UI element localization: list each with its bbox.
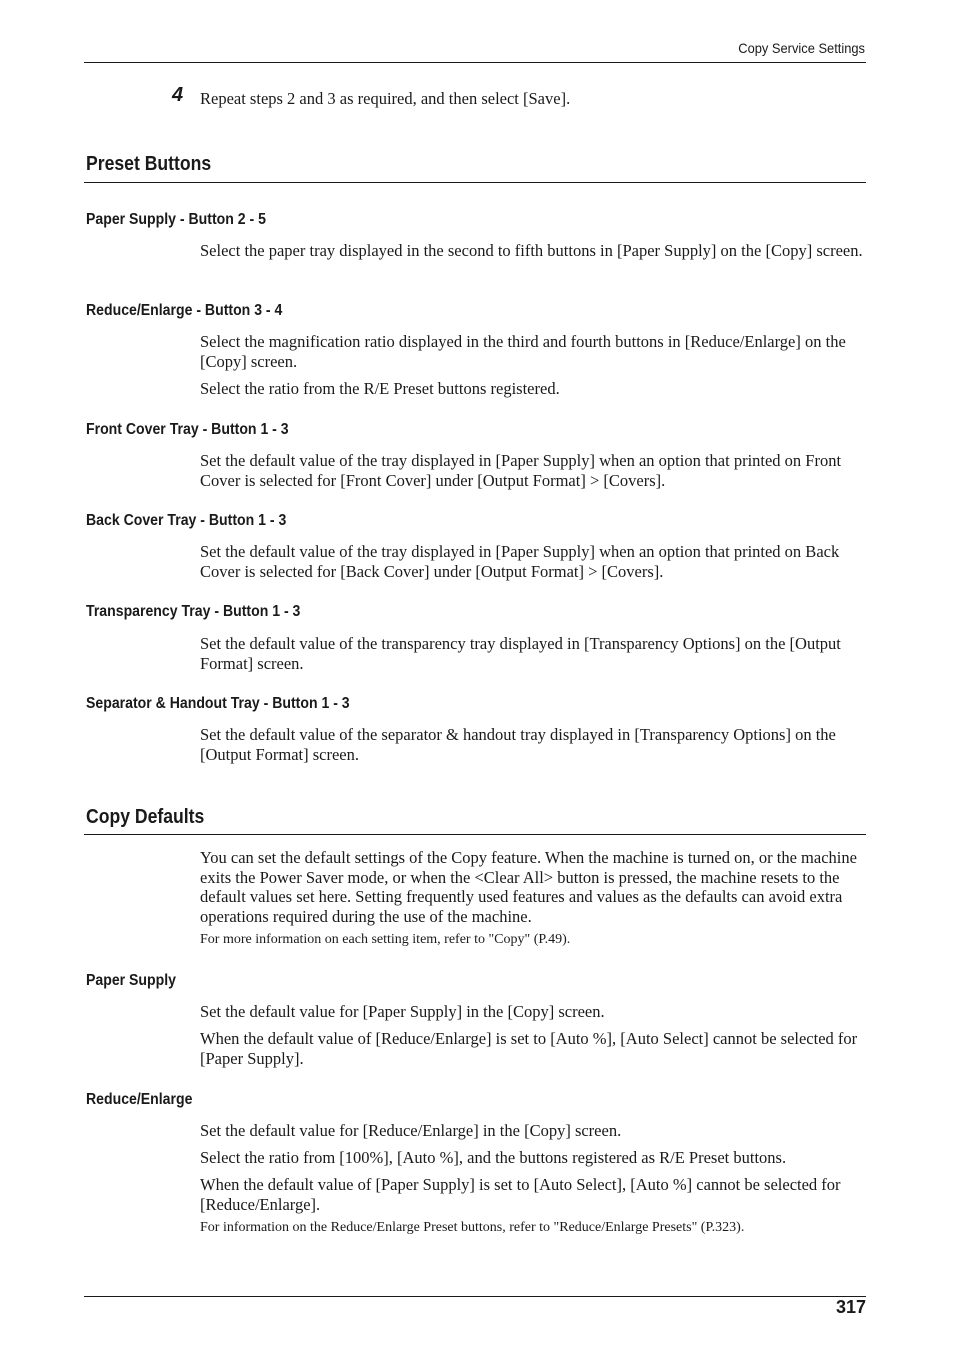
subsection-title: Back Cover Tray - Button 1 - 3: [86, 512, 287, 529]
section-rule: [84, 182, 866, 183]
header-rule: [84, 62, 866, 63]
subsection-title: Front Cover Tray - Button 1 - 3: [86, 421, 289, 438]
paragraph: Select the ratio from [100%], [Auto %], and the buttons registered as R/E Preset buttons.: [200, 1148, 787, 1167]
paragraph: Set the default value of the transparency tray displayed in [Transparency Options] on the [Output Format] screen.: [200, 634, 841, 673]
subsection-title: Reduce/Enlarge - Button 3 - 4: [86, 302, 283, 319]
subsection-title: Separator & Handout Tray - Button 1 - 3: [86, 695, 350, 712]
paragraph: Select the magnification ratio displayed in the third and fourth buttons in [Reduce/Enlarge] on the [Copy] screen.: [200, 332, 846, 371]
section-title-preset-buttons: Preset Buttons: [86, 153, 212, 175]
reference-note: For information on the Reduce/Enlarge Preset buttons, refer to "Reduce/Enlarge Presets" (P.323).: [200, 1220, 745, 1235]
subsection-title: Paper Supply - Button 2 - 5: [86, 211, 266, 228]
subsection-title: Transparency Tray - Button 1 - 3: [86, 603, 301, 620]
paragraph: Select the ratio from the R/E Preset buttons registered.: [200, 379, 560, 398]
subsection-title: Paper Supply: [86, 972, 176, 989]
subsection-title: Reduce/Enlarge: [86, 1091, 193, 1108]
section-title-copy-defaults: Copy Defaults: [86, 806, 205, 828]
paragraph: Set the default value of the separator & handout tray displayed in [Transparency Options] on the [Output Format] screen.: [200, 725, 836, 764]
paragraph: When the default value of [Paper Supply] is set to [Auto Select], [Auto %] cannot be selected for [Reduce/Enlarge].: [200, 1175, 841, 1214]
paragraph: Set the default value of the tray displayed in [Paper Supply] when an option that printed on Back Cover is selected for [Back Cover] under [Output Format] > [Covers].: [200, 542, 840, 581]
paragraph: When the default value of [Reduce/Enlarge] is set to [Auto %], [Auto Select] cannot be selected for [Paper Supply].: [200, 1029, 858, 1068]
paragraph: You can set the default settings of the Copy feature. When the machine is turned on, or the machine exits the Power Saver mode, or when the <Clear All> button is pressed, the machine resets to the default values set here. Setting frequently used features and values as the defaults can avoid extra operations required during the use of the machine.: [200, 848, 857, 926]
running-header: Copy Service Settings: [738, 40, 865, 56]
reference-note: For more information on each setting item, refer to "Copy" (P.49).: [200, 932, 571, 947]
paragraph: Set the default value for [Paper Supply] in the [Copy] screen.: [200, 1002, 605, 1021]
paragraph: Set the default value for [Reduce/Enlarge] in the [Copy] screen.: [200, 1121, 622, 1140]
paragraph: Set the default value of the tray displayed in [Paper Supply] when an option that printed on Front Cover is selected for [Front Cover] under [Output Format] > [Covers].: [200, 451, 842, 490]
paragraph: Select the paper tray displayed in the second to fifth buttons in [Paper Supply] on the [Copy] screen.: [200, 241, 863, 260]
footer-rule: [84, 1296, 866, 1297]
section-rule: [84, 834, 866, 835]
step-text: Repeat steps 2 and 3 as required, and then select [Save].: [200, 89, 571, 108]
page-number: 317: [835, 1297, 866, 1317]
step-number: 4: [172, 84, 184, 106]
